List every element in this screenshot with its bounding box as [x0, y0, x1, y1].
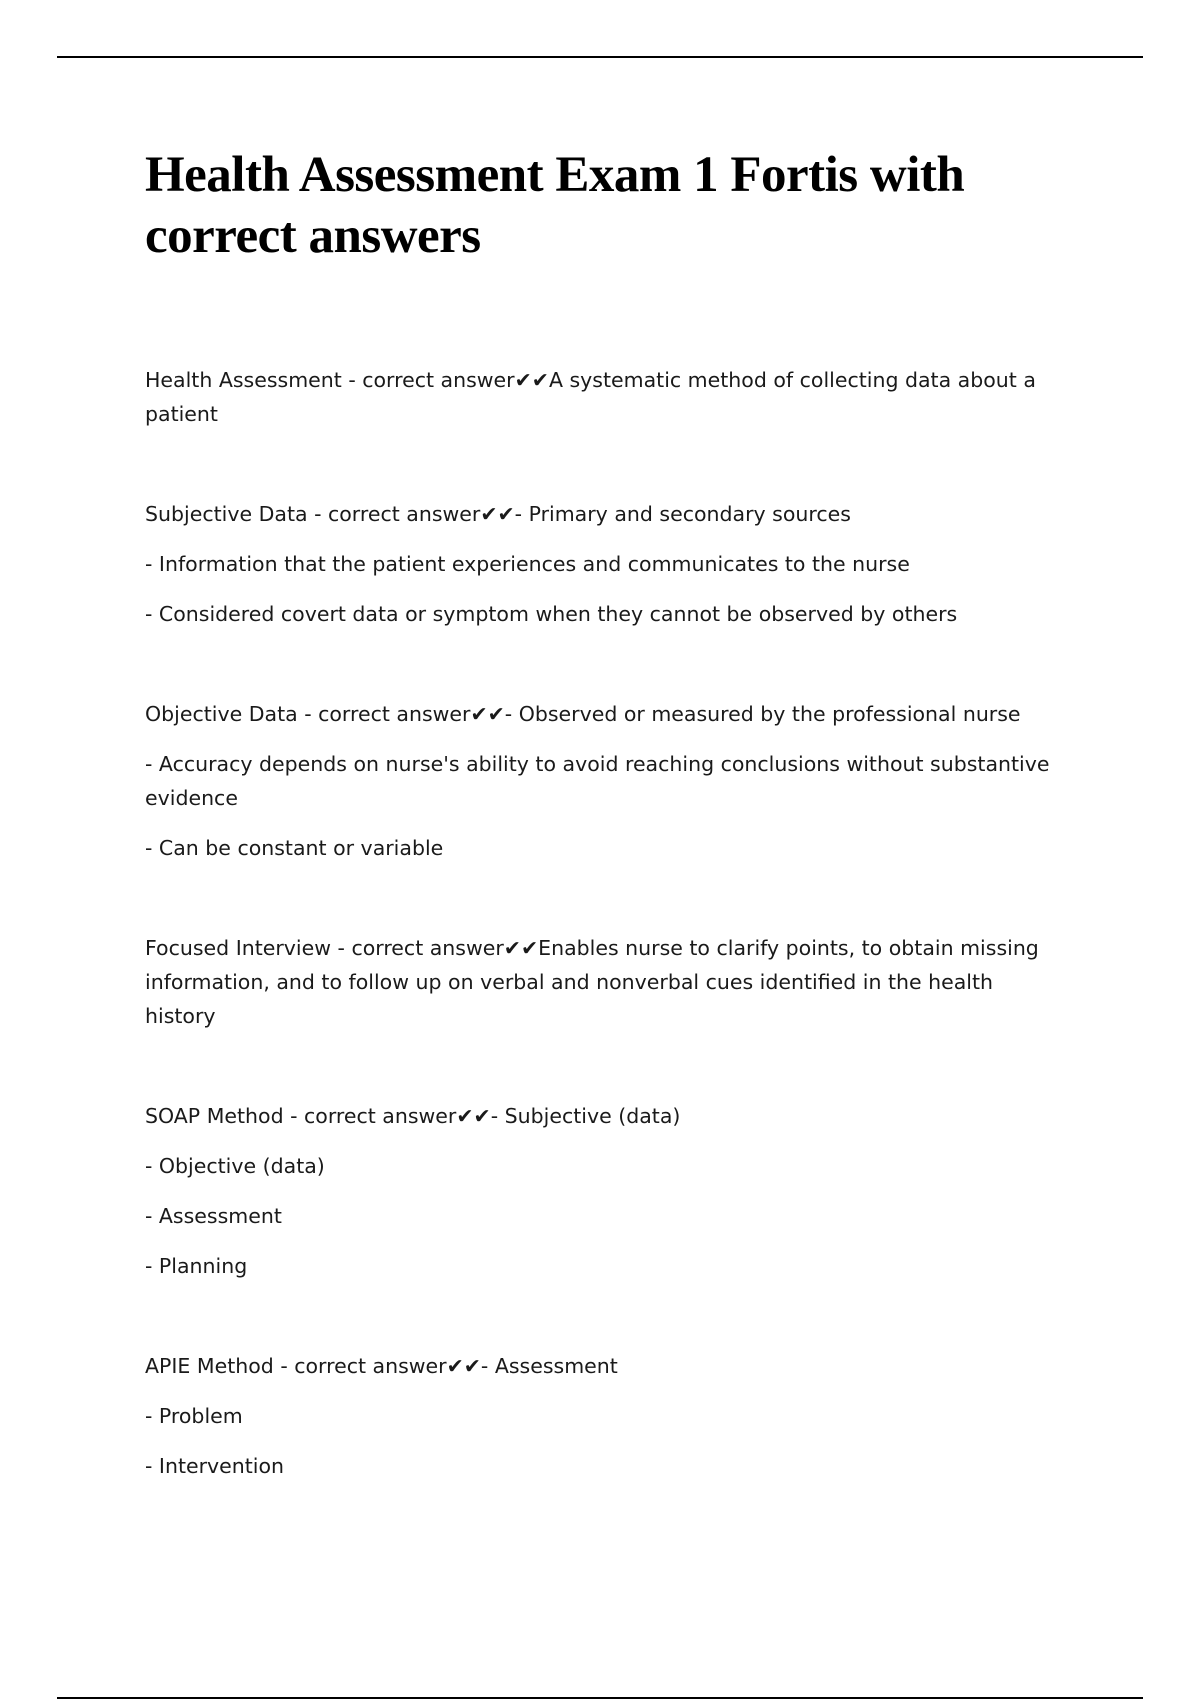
entry-line: - Planning — [145, 1254, 248, 1278]
entry-line: - Accuracy depends on nurse's ability to avoid reaching conclusions without substantive evidence — [145, 752, 1050, 810]
entry-health-assessment — [145, 363, 1065, 431]
entry-term: APIE Method — [145, 1354, 274, 1378]
entry-answer-text: A systematic method of collecting data about a patient — [145, 368, 1036, 426]
entry-apie-method — [145, 1349, 1065, 1483]
entry-line — [145, 1099, 1065, 1133]
entry-term: Focused Interview — [145, 936, 332, 960]
entry-focused-interview — [145, 931, 1065, 1033]
entry-soap-method — [145, 1099, 1065, 1283]
entry-term: Objective Data — [145, 702, 298, 726]
entry-line: - Objective (data) — [145, 1154, 325, 1178]
entry-line: - Assessment — [145, 1204, 282, 1228]
entry-line — [145, 497, 1065, 531]
entry-answer-marker: - correct answer✔✔ — [341, 368, 549, 392]
entry-answer-marker: - correct answer✔✔ — [331, 936, 539, 960]
entry-term: Subjective Data — [145, 502, 308, 526]
entry-objective-data — [145, 697, 1065, 865]
entry-line: - Considered covert data or symptom when they cannot be observed by others — [145, 602, 958, 626]
entry-answer-marker: - correct answer✔✔ — [273, 1354, 481, 1378]
entry-line: - Intervention — [145, 1454, 285, 1478]
entry-line: - Problem — [145, 1404, 243, 1428]
flashcard-list — [145, 363, 1065, 1549]
entry-subjective-data — [145, 497, 1065, 631]
entry-term: Health Assessment — [145, 368, 342, 392]
header-rule — [57, 56, 1143, 58]
entry-line — [145, 931, 1065, 1033]
entry-answer-text: - Observed or measured by the professional nurse — [504, 702, 1021, 726]
entry-answer-text: - Assessment — [480, 1354, 618, 1378]
entry-line — [145, 697, 1065, 731]
entry-line — [145, 1349, 1065, 1383]
entry-line: - Can be constant or variable — [145, 836, 444, 860]
entry-answer-text: - Subjective (data) — [490, 1104, 681, 1128]
footer-rule — [57, 1697, 1143, 1699]
entry-term: SOAP Method — [145, 1104, 284, 1128]
entry-answer-text: - Primary and secondary sources — [514, 502, 851, 526]
entry-answer-marker: - correct answer✔✔ — [297, 702, 505, 726]
entry-answer-text: Enables nurse to clarify points, to obtain missing information, and to follow up on verbal and nonverbal cues identified in the health history — [145, 936, 1039, 1028]
entry-answer-marker: - correct answer✔✔ — [307, 502, 515, 526]
entry-line — [145, 363, 1065, 431]
document-title: Health Assessment Exam 1 Fortis with correct answers — [145, 147, 965, 264]
entry-line: - Information that the patient experiences and communicates to the nurse — [145, 552, 910, 576]
entry-answer-marker: - correct answer✔✔ — [283, 1104, 491, 1128]
